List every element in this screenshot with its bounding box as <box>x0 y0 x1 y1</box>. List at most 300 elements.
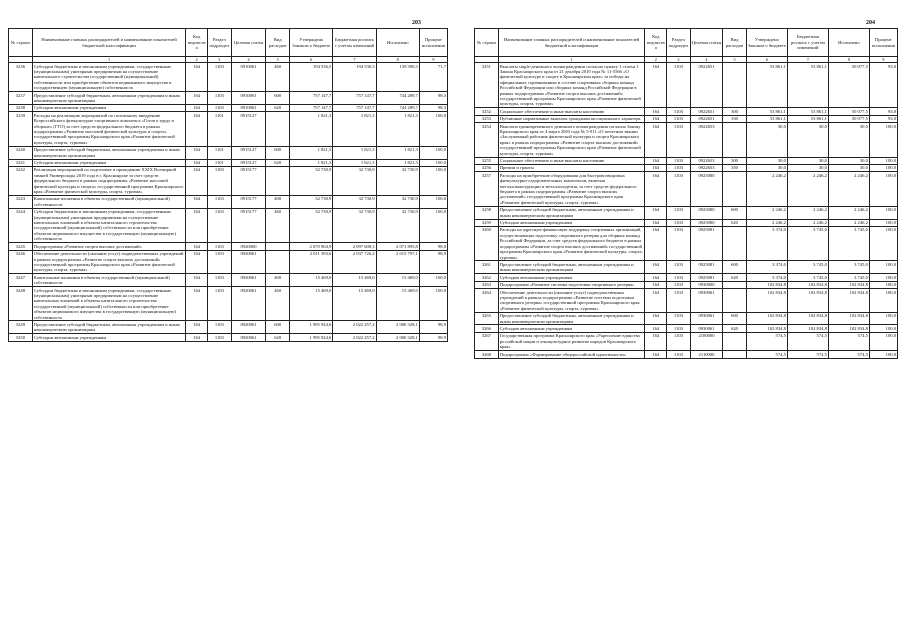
row-name: Субсидии бюджетным и автономным учреждениям, государственным (муниципальным) унитарным предприятиям на осуществление капитального строительства государственной (муниципальной) собственности или приобретение объектов недвижимого имущества в государственную (муниципальную) собственность <box>32 63 186 92</box>
executed-amount: 1 821,3 <box>376 146 419 159</box>
executed-amount: 3 745,0 <box>828 274 869 281</box>
table-row <box>9 63 448 92</box>
row-name: Подпрограмма «Формирование общероссийской идентичности» <box>498 351 645 358</box>
code-target-article: 0930000 <box>690 281 722 288</box>
code-expense-type <box>723 123 747 157</box>
header-row <box>475 29 898 57</box>
budget-schedule-amount: 2 246,2 <box>787 219 828 226</box>
code-department: 164 <box>645 157 667 164</box>
code-department: 164 <box>645 274 667 281</box>
table-row <box>475 226 898 260</box>
code-section: 1103 <box>667 206 691 219</box>
code-target-article: 0920061 <box>231 250 266 274</box>
approved-amount: 15 469,0 <box>290 274 333 287</box>
code-target-article: 0915127 <box>231 159 266 166</box>
execution-percent: 100,0 <box>419 287 447 321</box>
executed-amount: 30,0 <box>828 157 869 164</box>
code-section: 1103 <box>207 104 231 111</box>
table-row <box>9 274 448 287</box>
row-number: 3257 <box>475 172 499 206</box>
executed-amount: 102 834,8 <box>828 312 869 325</box>
execution-percent: 100,0 <box>869 123 897 157</box>
approved-amount: 102 834,8 <box>746 325 787 332</box>
table-row <box>9 287 448 321</box>
column-number: 6 <box>290 57 333 63</box>
execution-percent: 100,0 <box>419 166 447 195</box>
column-number: 3 <box>207 57 231 63</box>
approved-amount: 102 834,8 <box>746 312 787 325</box>
code-target-article: 0922653 <box>690 164 722 171</box>
row-name: Предоставление субсидий бюджетным, автономным учреждениям и иным некоммерческим организациям <box>498 206 645 219</box>
code-target-article: 0920000 <box>231 243 266 250</box>
code-department: 164 <box>645 332 667 350</box>
code-section: 1103 <box>667 226 691 260</box>
executed-amount: 744 289,7 <box>376 92 419 105</box>
execution-percent: 100,0 <box>869 289 897 313</box>
code-expense-type: 600 <box>723 312 747 325</box>
code-target-article: 0925080 <box>690 206 722 219</box>
code-target-article: 0915127 <box>231 146 266 159</box>
row-name: Расходы на приобретение оборудования для быстровозводимых физкультурно-оздоровительных комплексов, включая металлоконструкции и металлоизделия, за счет средств федерального бюджета в рамках подпрограммы «Развитие спорта высших достижений» государственной программы Красноярского края «Развитие физической культуры, спорта, туризма» <box>498 172 645 206</box>
code-expense-type: 300 <box>723 157 747 164</box>
table-row <box>9 334 448 341</box>
budget-schedule-amount: 53 861,1 <box>787 63 828 108</box>
table-row <box>9 208 448 242</box>
column-header: Целевая статья <box>231 29 266 57</box>
row-name: Субсидии автономным учреждениям <box>32 334 186 341</box>
executed-amount: 50 077,5 <box>828 63 869 108</box>
code-target-article: 0930061 <box>690 325 722 332</box>
executed-amount: 2 071 895,8 <box>376 243 419 250</box>
code-target-article: 0925081 <box>690 274 722 281</box>
column-number: 2 <box>186 57 208 63</box>
executed-amount: 2 000 328,1 <box>376 334 419 341</box>
table-row <box>475 63 898 108</box>
left-page <box>8 0 448 640</box>
execution-percent: 100,0 <box>869 172 897 206</box>
row-number: 3255 <box>475 157 499 164</box>
approved-amount: 574,5 <box>746 332 787 350</box>
approved-amount: 574,5 <box>746 351 787 358</box>
approved-amount: 15 469,0 <box>290 287 333 321</box>
code-section: 1103 <box>667 332 691 350</box>
column-header: Вид расходов <box>266 29 290 57</box>
header-row <box>9 29 448 57</box>
approved-amount: 1 821,3 <box>290 146 333 159</box>
row-number: 3244 <box>9 208 33 242</box>
code-section: 1103 <box>667 164 691 171</box>
row-name: Расходы на адресную финансовую поддержку спортивных организаций, осуществляющих подготовку спортивного резерва для сборных команд Российской Федерации, за счет средств федерального бюджета в рамках подпрограммы «Развитие спорта высших достижений» государственной программы Красноярского края «Развитие физической культуры, спорта, туризма» <box>498 226 645 260</box>
row-name: Премии и гранты <box>498 164 645 171</box>
budget-schedule-amount: 102 834,8 <box>787 325 828 332</box>
row-number: 3256 <box>475 164 499 171</box>
row-name: Субсидии автономным учреждениям <box>498 325 645 332</box>
code-section: 1103 <box>667 261 691 274</box>
code-expense-type: 300 <box>723 108 747 115</box>
approved-amount: 757 147,7 <box>290 104 333 111</box>
code-expense-type <box>723 172 747 206</box>
executed-amount: 32 730,9 <box>376 208 419 242</box>
column-header: Раздел подраздел <box>667 29 691 57</box>
row-number: 3268 <box>475 351 499 358</box>
code-expense-type <box>266 250 290 274</box>
code-section: 1103 <box>667 172 691 206</box>
code-expense-type: 330 <box>723 115 747 122</box>
code-department: 164 <box>645 281 667 288</box>
approved-amount: 194 536,5 <box>290 63 333 92</box>
column-number: 7 <box>787 57 828 63</box>
execution-percent: 100,0 <box>869 219 897 226</box>
row-name: Предоставление субсидий бюджетным, автономным учреждениям и иным некоммерческим организациям <box>32 146 186 159</box>
code-section: 1103 <box>667 108 691 115</box>
budget-schedule-amount: 1 821,3 <box>333 112 376 146</box>
table-row <box>475 332 898 350</box>
executed-amount: 2 246,2 <box>828 219 869 226</box>
approved-amount: 53 861,1 <box>746 108 787 115</box>
approved-amount: 1 821,3 <box>290 112 333 146</box>
execution-percent: 100,0 <box>419 146 447 159</box>
table-row <box>9 243 448 250</box>
code-department: 164 <box>186 274 208 287</box>
row-number: 3260 <box>475 226 499 260</box>
code-department: 164 <box>186 63 208 92</box>
code-target-article: 0915177 <box>231 208 266 242</box>
row-number: 3239 <box>9 112 33 146</box>
row-name: Капитальные вложения в объекты государственной (муниципальной) собственности <box>32 274 186 287</box>
budget-schedule-amount: 30,0 <box>787 164 828 171</box>
executed-amount: 3 745,0 <box>828 261 869 274</box>
budget-schedule-amount: 102 834,8 <box>787 312 828 325</box>
execution-percent: 100,0 <box>419 159 447 166</box>
row-number: 3254 <box>475 123 499 157</box>
execution-percent: 98,3 <box>419 104 447 111</box>
execution-percent: 100,0 <box>419 112 447 146</box>
code-section: 1103 <box>667 312 691 325</box>
budget-schedule-amount: 2 097 608,3 <box>333 243 376 250</box>
code-target-article: 0922651 <box>690 115 722 122</box>
budget-schedule-amount: 3 745,0 <box>787 274 828 281</box>
code-target-article: 2100000 <box>690 332 722 350</box>
row-name: Выплаты single-денежного вознаграждения согласно пункту 1 статьи 1 Закона Красноярского края от 21 декабря 2010 года № 11-5566 «О физической культуре и спорте в Красноярском крае» за победы на официальных соревнованиях в составе спортивных сборных команд Российской Федерации или сборных команд Российской Федерации в рамках подпрограммы «Развитие спорта высших достижений» государственной программы Красноярского края «Развитие физической культуры, спорта, туризма» <box>498 63 645 108</box>
code-department: 164 <box>186 104 208 111</box>
execution-percent: 100,0 <box>869 312 897 325</box>
row-number: 3252 <box>475 108 499 115</box>
executed-amount: 574,5 <box>828 351 869 358</box>
budget-schedule-amount: 194 536,5 <box>333 63 376 92</box>
row-name: Социальное обеспечение и иные выплаты населению <box>498 157 645 164</box>
column-header: Бюджетная роспись с учетом изменений <box>787 29 828 57</box>
table-row <box>475 281 898 288</box>
column-number: 1 <box>498 57 645 63</box>
execution-percent: 100,0 <box>869 261 897 274</box>
code-expense-type: 600 <box>723 206 747 219</box>
budget-schedule-amount: 2 246,2 <box>787 206 828 219</box>
table-row <box>9 112 448 146</box>
executed-amount: 15 469,0 <box>376 287 419 321</box>
table-row <box>475 164 898 171</box>
execution-percent: 100,0 <box>869 281 897 288</box>
table-row <box>9 92 448 105</box>
row-name: Подпрограмма «Развитие спорта высших достижений» <box>32 243 186 250</box>
code-target-article: 0930061 <box>690 289 722 313</box>
execution-percent: 93,0 <box>869 115 897 122</box>
code-department: 164 <box>186 195 208 208</box>
code-target-article: 0920061 <box>231 321 266 334</box>
code-expense-type <box>266 166 290 195</box>
column-number: 4 <box>690 57 722 63</box>
budget-schedule-amount: 102 834,8 <box>787 289 828 313</box>
budget-table <box>474 28 898 359</box>
code-section: 1103 <box>207 243 231 250</box>
row-name: Субсидии бюджетным и автономным учреждениям, государственным (муниципальным) унитарным предприятиям на осуществление капитальных вложений в объекты капитального строительства государственной (муниципальной) собственности или приобретение объектов недвижимого имущества в государственную (муниципальную) собственность <box>32 287 186 321</box>
code-department: 164 <box>645 115 667 122</box>
execution-percent: 98,9 <box>419 250 447 274</box>
column-header: Утверждено Законом о бюджете <box>746 29 787 57</box>
code-target-article: 0922651 <box>690 63 722 108</box>
execution-percent: 93,0 <box>869 108 897 115</box>
row-number: 3237 <box>9 92 33 105</box>
code-department: 164 <box>645 226 667 260</box>
column-header: Наименование главных распорядителей и наименование показателей бюджетной классификации <box>498 29 645 57</box>
approved-amount: 32 730,9 <box>290 208 333 242</box>
row-number: 3253 <box>475 115 499 122</box>
column-number: 1 <box>32 57 186 63</box>
code-department: 164 <box>186 287 208 321</box>
executed-amount: 102 834,8 <box>828 289 869 313</box>
code-department: 164 <box>645 108 667 115</box>
row-number: 3241 <box>9 159 33 166</box>
executed-amount: 50 077,5 <box>828 108 869 115</box>
approved-amount: 102 834,8 <box>746 281 787 288</box>
code-target-article: 0925081 <box>690 261 722 274</box>
budget-schedule-amount: 3 745,0 <box>787 261 828 274</box>
code-department: 164 <box>645 289 667 313</box>
execution-percent: 100,0 <box>869 332 897 350</box>
row-number: 3251 <box>475 63 499 108</box>
table-row <box>475 172 898 206</box>
budget-schedule-amount: 2 022 257,2 <box>333 334 376 341</box>
budget-schedule-amount: 15 469,0 <box>333 274 376 287</box>
code-target-article: 0922651 <box>690 108 722 115</box>
column-number: 6 <box>746 57 787 63</box>
code-section: 1103 <box>207 321 231 334</box>
code-target-article: 0925080 <box>690 172 722 206</box>
row-name: Предоставление субсидий бюджетным, автономным учреждениям и иным некоммерческим организациям <box>32 92 186 105</box>
column-number: 2 <box>645 57 667 63</box>
page-number: 203 <box>412 20 421 26</box>
row-number: 3245 <box>9 243 33 250</box>
column-header: Целевая статья <box>690 29 722 57</box>
budget-schedule-amount: 2 037 726,2 <box>333 250 376 274</box>
code-expense-type: 600 <box>266 92 290 105</box>
code-expense-type: 400 <box>266 274 290 287</box>
code-section: 1101 <box>207 159 231 166</box>
approved-amount: 30,0 <box>746 123 787 157</box>
code-target-article: 2110000 <box>690 351 722 358</box>
code-expense-type <box>723 289 747 313</box>
row-number: 3247 <box>9 274 33 287</box>
code-department: 164 <box>645 312 667 325</box>
row-name: Реализация мероприятий по подготовке и проведению XXIX Всемирной зимней Универсиады 2019 года в г. Красноярске за счет средств федерального бюджета в рамках подпрограммы «Развитие массовой физической культуры и спорта» государственной программы Красноярского края «Развитие физической культуры, спорта, туризма» <box>32 166 186 195</box>
executed-amount: 15 469,0 <box>376 274 419 287</box>
execution-percent: 100,0 <box>869 325 897 332</box>
code-department: 164 <box>186 334 208 341</box>
executed-amount: 32 730,9 <box>376 166 419 195</box>
row-number: 3238 <box>9 104 33 111</box>
row-number: 3249 <box>9 321 33 334</box>
row-name: Расходы на реализацию мероприятий по поэтапному внедрению Всероссийского физкультурно-спортивного комплекса «Готов к труду и обороне» (ГТО) за счет средств федерального бюджета в рамках подпрограммы «Развитие массовой физической культуры и спорта» государственной программы Красноярского края «Развитие физической культуры, спорта, туризма» <box>32 112 186 146</box>
budget-schedule-amount: 32 730,9 <box>333 208 376 242</box>
code-section: 1101 <box>207 146 231 159</box>
budget-schedule-amount: 757 147,7 <box>333 104 376 111</box>
row-number: 3236 <box>9 63 33 92</box>
code-department: 164 <box>186 166 208 195</box>
column-header: Раздел подраздел <box>207 29 231 57</box>
row-name: Обеспечение деятельности (оказание услуг) подведомственных учреждений в рамках подпрограммы «Развитие системы подготовки спортивного резерва» государственной программы Красноярского края «Развитие физической культуры, спорта, туризма» <box>498 289 645 313</box>
page-number: 204 <box>866 20 875 26</box>
row-name: Предоставление субсидий бюджетным, автономным учреждениям и иным некоммерческим организациям <box>498 312 645 325</box>
code-department: 164 <box>645 123 667 157</box>
row-name: Государственная программа Красноярского края «Укрепление единства российской нации и этнокультурное развитие народов Красноярского края» <box>498 332 645 350</box>
code-target-article: 0925080 <box>690 219 722 226</box>
column-number: 4 <box>231 57 266 63</box>
approved-amount: 30,0 <box>746 157 787 164</box>
column-header: № строки <box>475 29 499 57</box>
budget-schedule-amount: 32 730,9 <box>333 195 376 208</box>
executed-amount: 32 730,9 <box>376 195 419 208</box>
table-row <box>475 274 898 281</box>
code-department: 164 <box>186 250 208 274</box>
table-row <box>475 115 898 122</box>
budget-schedule-amount: 53 861,1 <box>787 108 828 115</box>
column-number: 9 <box>869 57 897 63</box>
code-expense-type <box>723 63 747 108</box>
table-row <box>475 325 898 332</box>
code-expense-type: 460 <box>266 208 290 242</box>
code-section: 1103 <box>207 274 231 287</box>
executed-amount: 3 745,0 <box>828 226 869 260</box>
code-section: 1101 <box>207 112 231 146</box>
execution-percent: 98,9 <box>419 321 447 334</box>
row-number: 3248 <box>9 287 33 321</box>
code-section: 1103 <box>667 289 691 313</box>
column-number: 8 <box>828 57 869 63</box>
executed-amount: 1 821,3 <box>376 112 419 146</box>
table-row <box>9 159 448 166</box>
budget-schedule-amount: 2 022 257,2 <box>333 321 376 334</box>
column-number: 5 <box>266 57 290 63</box>
row-number: 3262 <box>475 274 499 281</box>
budget-schedule-amount: 30,0 <box>787 123 828 157</box>
row-name: Социальное обеспечение и иные выплаты населению <box>498 108 645 115</box>
row-number: 3265 <box>475 312 499 325</box>
code-target-article: 0910061 <box>231 104 266 111</box>
code-expense-type <box>266 243 290 250</box>
executed-amount: 30,0 <box>828 123 869 157</box>
executed-amount: 2 246,2 <box>828 172 869 206</box>
row-name: Субсидии автономным учреждениям <box>32 159 186 166</box>
budget-schedule-amount: 1 821,3 <box>333 159 376 166</box>
column-header: Код ведомства <box>186 29 208 57</box>
column-header: Наименование главных распорядителей и наименование показателей бюджетной классификации <box>32 29 186 57</box>
row-name: Капитальные вложения в объекты государственной (муниципальной) собственности <box>32 195 186 208</box>
column-header: Исполнено <box>828 29 869 57</box>
executed-amount: 2 246,2 <box>828 206 869 219</box>
column-number: 3 <box>667 57 691 63</box>
code-department: 164 <box>645 164 667 171</box>
column-header: № строки <box>9 29 33 57</box>
code-department: 164 <box>186 112 208 146</box>
code-expense-type: 460 <box>266 63 290 92</box>
row-number: 3246 <box>9 250 33 274</box>
code-expense-type: 620 <box>266 159 290 166</box>
code-expense-type: 350 <box>723 164 747 171</box>
table-row <box>9 250 448 274</box>
budget-schedule-amount: 2 246,2 <box>787 172 828 206</box>
budget-schedule-amount: 3 745,0 <box>787 226 828 260</box>
execution-percent: 100,0 <box>869 226 897 260</box>
table-row <box>9 146 448 159</box>
code-target-article: 0925081 <box>690 226 722 260</box>
code-expense-type: 620 <box>723 219 747 226</box>
budget-schedule-amount: 15 469,0 <box>333 287 376 321</box>
row-name: Обеспечение деятельности (оказание услуг) подведомственных учреждений в рамках подпрограммы «Развитие спорта высших достижений» государственной программы Красноярского края «Развитие физической культуры, спорта, туризма» <box>32 250 186 274</box>
approved-amount: 102 834,8 <box>746 289 787 313</box>
code-section: 1103 <box>207 334 231 341</box>
right-page <box>474 0 898 640</box>
row-number: 3261 <box>475 261 499 274</box>
code-target-article: 0915177 <box>231 166 266 195</box>
row-number: 3240 <box>9 146 33 159</box>
budget-schedule-amount: 30,0 <box>787 157 828 164</box>
code-expense-type: 620 <box>723 325 747 332</box>
code-department: 164 <box>186 321 208 334</box>
code-department: 164 <box>186 146 208 159</box>
row-number: 3264 <box>475 289 499 313</box>
approved-amount: 2 070 904,9 <box>290 243 333 250</box>
code-section: 1103 <box>667 115 691 122</box>
table-row <box>9 195 448 208</box>
table-row <box>475 312 898 325</box>
table-row <box>9 321 448 334</box>
code-section: 1103 <box>207 250 231 274</box>
code-target-article: 0915127 <box>231 112 266 146</box>
approved-amount: 1 995 924,6 <box>290 321 333 334</box>
row-name: Выплаты единовременного денежного вознаграждения согласно Закону Красноярского края от 4 марта 2003 года № 5-911 «О почетном звании «Заслуженный работник физической культуры и спорта Красноярского края» в рамках подпрограммы «Развитие спорта высших достижений» государственной программы Красноярского края «Развитие физической культуры, спорта, туризма» <box>498 123 645 157</box>
row-number: 3266 <box>475 325 499 332</box>
execution-percent: 100,0 <box>419 208 447 242</box>
budget-schedule-amount: 574,5 <box>787 351 828 358</box>
row-name: Подпрограмма «Развитие системы подготовки спортивного резерва» <box>498 281 645 288</box>
approved-amount: 32 730,9 <box>290 195 333 208</box>
approved-amount: 757 147,7 <box>290 92 333 105</box>
code-section: 1103 <box>207 166 231 195</box>
budget-schedule-amount: 757 147,7 <box>333 92 376 105</box>
approved-amount: 2 246,2 <box>746 219 787 226</box>
column-header: Код ведомства <box>645 29 667 57</box>
executed-amount: 139 390,3 <box>376 63 419 92</box>
code-section: 1103 <box>207 92 231 105</box>
code-section: 1103 <box>667 123 691 157</box>
row-name: Публичные нормативные выплаты гражданам несоциального характера <box>498 115 645 122</box>
code-department: 164 <box>645 351 667 358</box>
code-expense-type: 400 <box>266 195 290 208</box>
code-section: 1103 <box>667 281 691 288</box>
code-department: 164 <box>645 172 667 206</box>
code-section: 1103 <box>667 351 691 358</box>
table-row <box>475 206 898 219</box>
code-target-article: 0922653 <box>690 157 722 164</box>
